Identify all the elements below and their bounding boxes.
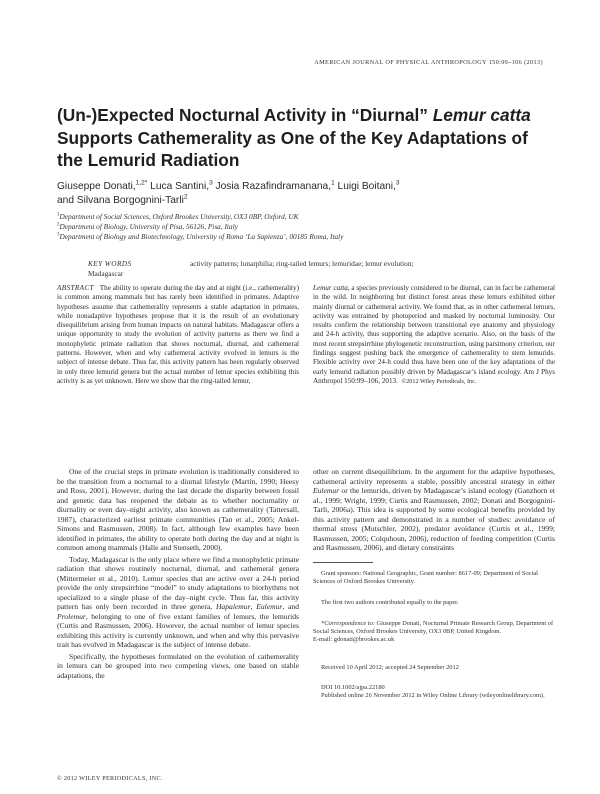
body-text: , belonging to one of five extant families of lemurs, the lemurids (Curtis and Rasmussen, 2006). However, the actual number of lemur species exhibiting this activity is currently unknown, and when and why this pervasive trait has evolved in Madagascar is the subject of intense debate. xyxy=(57,611,299,649)
body-paragraph xyxy=(313,467,555,553)
author-affil-mark: 1,2* xyxy=(135,179,148,187)
affiliation xyxy=(57,212,557,222)
affiliation-text: Department of Social Sciences, Oxford Brookes University, OX3 0BP, Oxford, UK xyxy=(59,212,299,221)
affiliation xyxy=(57,222,557,232)
article-title xyxy=(57,104,557,172)
body-text: other on current disequilibrium. In the argument for the adaptive hypotheses, cathemeral activity represents a stable, possibly ancestral strategy in either xyxy=(313,467,555,486)
page-footer: © 2012 WILEY PERIODICALS, INC. xyxy=(57,775,163,782)
footnote-publication xyxy=(313,684,558,700)
author-list xyxy=(57,180,537,208)
genus-name: Eulemur xyxy=(313,486,340,495)
body-paragraph: One of the crucial steps in primate evolution is traditionally considered to be the transition from a nocturnal to a diurnal lifestyle (Martin, 1990; Heesy and Ross, 2001). However, during the last decade the disparity between fossil and genetic data has reopened the debate as to whether nocturnality or diurnality or even day–night activity, also known as cathemerality (Tattersall, 1987), characterized earliest primate communities (Tan et al., 2005; Ankel-Simons and Rasmussen, 2008). In fact, although few examples have been identified in primates, the ability to operate both during the day and at night is common among mammals (Halle and Stenseth, 2000). xyxy=(57,467,299,552)
correspondence-label: *Correspondence to: xyxy=(321,620,375,627)
footnote-email[interactable]: E-mail: gdonati@brookes.ac.uk xyxy=(313,636,395,644)
author-separator: and xyxy=(57,195,77,206)
author-affil-mark: 2 xyxy=(183,193,188,201)
affiliation-mark: 2 xyxy=(57,222,60,228)
title-part-1: (Un-)Expected Nocturnal Activity in “Diurnal” xyxy=(57,105,433,125)
abstract-label: ABSTRACT xyxy=(57,284,94,292)
keywords-tail: Madagascar xyxy=(88,268,124,278)
published-online: Published online 26 November 2012 in Wiley Online Library (wileyonlinelibrary.com). xyxy=(321,692,545,700)
keywords-label xyxy=(88,259,183,278)
genus-name: Prolemur xyxy=(57,611,86,621)
body-right-column xyxy=(313,467,555,555)
title-species: Lemur catta xyxy=(432,105,531,125)
footnote-text xyxy=(313,620,558,636)
footnote-grants xyxy=(313,570,558,586)
author: Josia Razafindramanana, xyxy=(215,181,332,192)
abstract-text-right: , a species previously considered to be diurnal, can in fact be cathemeral in the wild. In neighboring but distinct forest areas these lemurs exhibited either mainly diurnal or cathemeral activity. We found that, as in other cathemeral lemurs, activity was entrained by photoperiod and masked by nocturnal luminosity. Our results confirm the relationship between transitional eye anatomy and physiology and 24-h activity, thus supporting the adaptive scenario. Also, on the basis of the most recent strepsirrhine phylogenetic reconstruction, using parsimony criterion, our findings suggest pushing back the emergence of cathemerality to stem lemurids. Flexible activity over 24-h could thus have been one of the key adaptations of the early lemurid radiation possibly driven by Madagascar’s island ecology. Am J Phys Anthropol 150:99–106, 2013. xyxy=(313,284,555,385)
body-paragraph: Specifically, the hypotheses formulated on the evolution of cathemerality in lemurs can be grouped into two competing views, one based on stable adaptations, the xyxy=(57,651,299,680)
affiliation-text: Department of Biology and Biotechnology, University of Roma ‘La Sapienza’, 00185 Roma, Italy xyxy=(59,232,344,242)
body-paragraph xyxy=(57,555,299,650)
abstract-text-left: The ability to operate during the day and at night (i.e., cathemerality) is common among mammals but has rarely been identified in primates. Adaptive hypotheses assume that cathemerality represents a stable adaptation in primates, while nonadaptive hypotheses propose that it is the result of an evolutionary disequilibrium arising from human impacts on natural habitats. Madagascar offers a unique opportunity to study the evolution of activity patterns as there we find a monophyletic primate radiation that shows nocturnal, diurnal, and cathemeral patterns. However, when and why cathemeral activity evolved in lemurs is the subject of intense debate. Thus far, this activity pattern has been regularly observed in only three lemurid genera but the actual number of lemur species exhibiting this activity is as yet unknown. Here we show that the ring-tailed lemur, xyxy=(57,284,299,385)
footnote-received xyxy=(313,664,558,672)
footnote-text: Received 10 April 2012; accepted 24 September 2012 xyxy=(321,664,459,671)
affiliation-mark: 1 xyxy=(57,212,60,218)
body-text: or the lemurids, driven by Madagascar’s island ecology (Ganzhorn et al., 1999; Wright, 1999; Curtis and Rasmussen, 2002; Donati and Borgognini-Tarli, 2006a). This idea is supported by some ecological benefits provided by this activity pattern and demonstrated in a number of studies: avoidance of thermal stress (Mutschler, 2002), predator avoidance (Curtis et al., 1999; Rasmussen, 2005; Colquhoun, 2006), reduction of feeding competition (Curtis and Rasmussen, 2006), and dietary constraints xyxy=(313,486,555,552)
author: Silvana Borgognini-Tarli xyxy=(76,195,184,206)
footnote-correspondence xyxy=(313,620,558,644)
body-text: , xyxy=(250,602,257,611)
footnote-divider xyxy=(313,562,373,563)
abstract-copyright: ©2012 Wiley Periodicals, Inc. xyxy=(401,377,477,385)
body-text: , and xyxy=(282,602,300,611)
abstract-left xyxy=(57,284,299,386)
footnote-text: The first two authors contributed equally to the paper. xyxy=(321,599,459,606)
keywords-heading: KEY WORDS xyxy=(88,259,132,268)
footnote-text: Grant sponsors: National Geographic, Grant number: 8617-09; Department of Social Sciences of Oxford Brookes University. xyxy=(313,570,538,586)
keywords-terms: activity patterns; lunarphilia; ring-tailed lemurs; lemuridae; lemur evolution; xyxy=(190,259,414,268)
author-affil-mark: 3 xyxy=(395,179,400,187)
abstract-species: Lemur catta xyxy=(313,284,348,292)
abstract-right xyxy=(313,284,555,386)
running-head: AMERICAN JOURNAL OF PHYSICAL ANTHROPOLOGY 150:99–106 (2013) xyxy=(314,59,543,66)
author: Giuseppe Donati, xyxy=(57,181,136,192)
genus-name: Eulemur xyxy=(256,602,283,611)
body-left-column xyxy=(57,467,299,682)
affiliation-mark: 3 xyxy=(57,232,60,238)
author-affil-mark: 1 xyxy=(331,179,335,187)
body-text: Today, Madagascar is the only place where we find a monophyletic primate radiation that shows routinely nocturnal, diurnal, and cathemeral genera (Mittermeier et al., 2010). Lemur species that are active over a 24-h period provide the only strepsirrhine “model” to study adaptations to biorhythms not specialized to a single phase of the day–night cycle. Thus far, this activity pattern has only been recorded in three genera, xyxy=(57,554,299,611)
affiliation-text: Department of Biology, University of Pisa, 56126, Pisa, Italy xyxy=(59,222,238,232)
author: Luca Santini, xyxy=(150,181,210,192)
affiliations xyxy=(57,212,557,243)
title-part-2: Supports Cathemerality as One of the Key Adaptations of the Lemurid Radiation xyxy=(57,127,528,170)
author: Luigi Boitani, xyxy=(337,181,396,192)
doi-link[interactable]: DOI 10.1002/ajpa.22180 xyxy=(321,684,385,691)
genus-name: Hapalemur xyxy=(215,602,251,611)
author-affil-mark: 3 xyxy=(209,179,213,187)
correspondence-text: Giuseppe Donati, Nocturnal Primate Research Group, Department of Social Sciences, Oxford Brookes University, OX3 0BP, United Kingdom. xyxy=(313,620,554,636)
affiliation xyxy=(57,232,557,242)
footnote-equal xyxy=(313,599,558,607)
